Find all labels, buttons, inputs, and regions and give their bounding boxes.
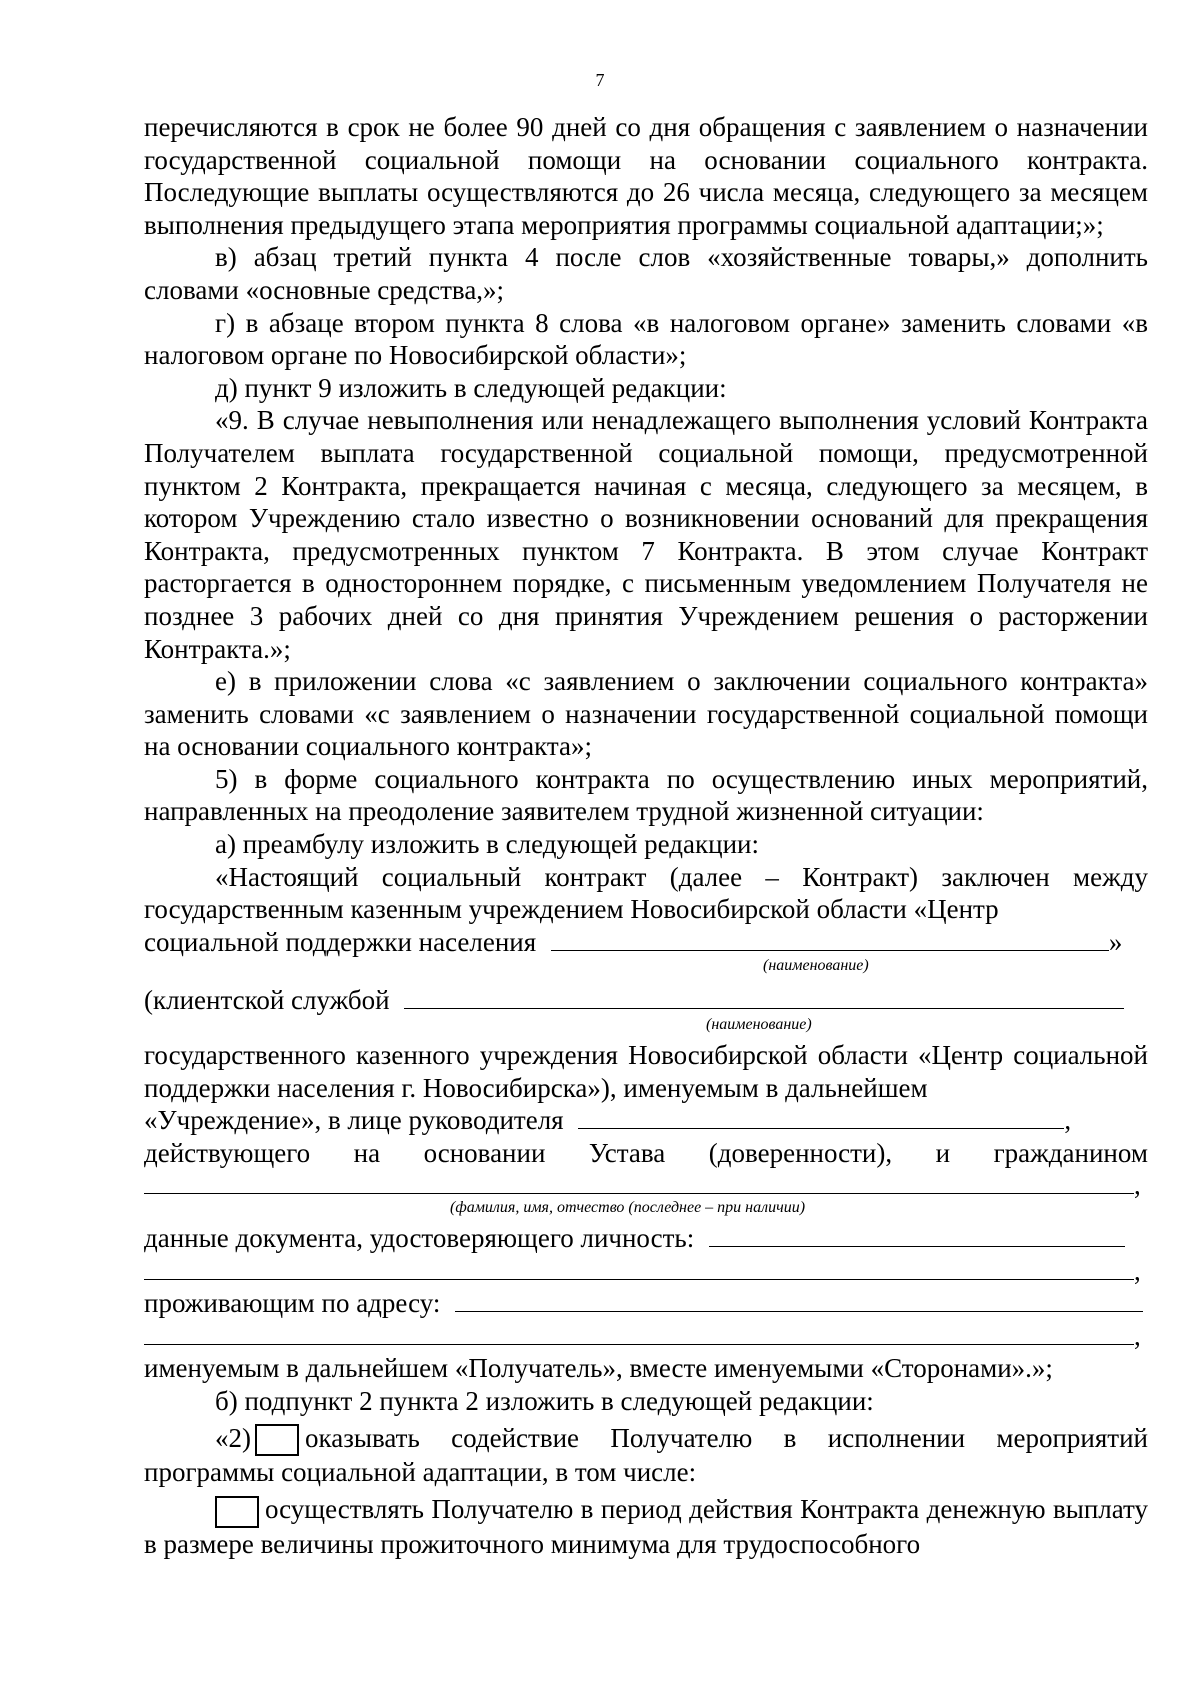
paragraph-9: «Настоящий социальный контракт (далее – Контракт) заключен между государственным казенным учреждением Новосибирской области «Центр <box>144 861 1148 925</box>
caption-fio: (фамилия, имя, отчество (последнее – при наличии) <box>450 1199 806 1216</box>
checkbox-2[interactable] <box>215 1496 259 1528</box>
item-text: оказывать содействие Получателю в исполнении мероприятий программы социальной адаптации, в том числе: <box>144 1422 1148 1488</box>
closing-quote: » <box>1108 926 1123 957</box>
paragraph-8: а) преамбулу изложить в следующей редакции: <box>215 829 759 860</box>
comma: , <box>1134 1255 1141 1286</box>
caption-naimenovanie-2: (наименование) <box>706 1016 812 1034</box>
paragraph-4: д) пункт 9 изложить в следующей редакции: <box>215 372 727 403</box>
comma: , <box>1134 1170 1141 1201</box>
paragraph-13 <box>144 1493 1148 1560</box>
id-document-blank-2[interactable] <box>144 1255 1134 1280</box>
paragraph-1: перечисляются в срок не более 90 дней со дня обращения с заявлением о назначении государственной социальной помощи на основании социального контракта. Последующие выплаты осуществляются до 26 числа месяца, следующего за месяцем выполнения предыдущего этапа мероприятия программы социальной адаптации;»; <box>144 112 1148 240</box>
comma: , <box>1134 1320 1141 1351</box>
word: (доверенности), <box>708 1137 893 1168</box>
form-line-label: социальной поддержки населения <box>144 926 537 957</box>
form-line-label: данные документа, удостоверяющего личность: <box>144 1223 695 1253</box>
item-text: осуществлять Получателю в период действия Контракта денежную выплату в размере величины прожиточного минимума для трудоспособного <box>144 1493 1148 1559</box>
form-line-label: проживающим по адресу: <box>144 1288 441 1319</box>
word: и <box>935 1137 951 1168</box>
paragraph-10: государственного казенного учреждения Новосибирской области «Центр социальной поддержки населения г. Новосибирска»), именуемым в дальнейшем <box>144 1040 1148 1103</box>
form-line-id-document-cont <box>144 1255 1148 1288</box>
paragraph-12 <box>144 1422 1148 1489</box>
paragraph-2: в) абзац третий пункта 4 после слов «хозяйственные товары,» дополнить словами «основные средства,»; <box>144 242 1148 305</box>
word: основании <box>423 1137 546 1168</box>
form-line-label: (клиентской службой <box>144 985 390 1016</box>
institution-name-blank[interactable] <box>551 926 1109 951</box>
form-line-address <box>144 1287 1148 1320</box>
page-number: 7 <box>595 70 605 90</box>
head-name-blank[interactable] <box>578 1104 1064 1129</box>
address-blank-2[interactable] <box>144 1320 1134 1345</box>
form-line-institution <box>144 926 1148 959</box>
document-body <box>144 111 1148 1560</box>
checkbox-1[interactable] <box>255 1424 299 1456</box>
form-line-address-cont <box>144 1320 1148 1353</box>
form-line-head <box>144 1104 1148 1137</box>
caption-row <box>144 1199 1148 1222</box>
paragraph-6: е) в приложении слова «с заявлением о заключении социального контракта» заменить словами «с заявлением о назначении государственной социальной помощи на основании социального контракта»; <box>144 666 1148 762</box>
form-line-recipient: именуемым в дальнейшем «Получатель», вместе именуемыми «Сторонами».»; <box>144 1353 1053 1384</box>
form-line-id-document <box>144 1222 1148 1255</box>
comma: , <box>1064 1105 1072 1136</box>
paragraph-11: б) подпункт 2 пункта 2 изложить в следующей редакции: <box>215 1385 874 1416</box>
paragraph-3: г) в абзаце втором пункта 8 слова «в налоговом органе» заменить словами «в налоговом органе по Новосибирской области»; <box>144 307 1148 371</box>
word: гражданином <box>993 1137 1148 1168</box>
caption-row <box>144 1017 1148 1039</box>
address-blank[interactable] <box>455 1287 1143 1312</box>
form-line-label: «Учреждение», в лице руководителя <box>144 1105 564 1136</box>
paragraph-5: «9. В случае невыполнения или ненадлежащего выполнения условий Контракта Получателем выплата государственной социальной помощи, предусмотренной пунктом 2 Контракта, прекращается начиная с месяца, следующего за месяцем, в котором Учреждению стало известно о возникновении оснований для прекращения Контракта, предусмотренных пунктом 7 Контракта. В этом случае Контракт расторгается в одностороннем порядке, с письменным уведомлением Получателя не позднее 3 рабочих дней со дня принятия Учреждением решения о расторжении Контракта.»; <box>144 405 1148 664</box>
id-document-blank[interactable] <box>709 1222 1125 1247</box>
paragraph-7: 5) в форме социального контракта по осуществлению иных мероприятий, направленных на преодоление заявителем трудной жизненной ситуации: <box>144 763 1148 827</box>
caption-naimenovanie-1: (наименование) <box>763 957 869 975</box>
word: действующего <box>144 1137 311 1168</box>
word: на <box>353 1137 381 1168</box>
form-line-basis <box>144 1137 1148 1170</box>
citizen-name-blank[interactable] <box>144 1169 1134 1194</box>
word: Устава <box>588 1137 666 1168</box>
form-line-client-service <box>144 984 1148 1017</box>
client-service-blank[interactable] <box>404 984 1124 1009</box>
item-prefix: «2) <box>215 1422 251 1453</box>
caption-row <box>144 958 1148 980</box>
